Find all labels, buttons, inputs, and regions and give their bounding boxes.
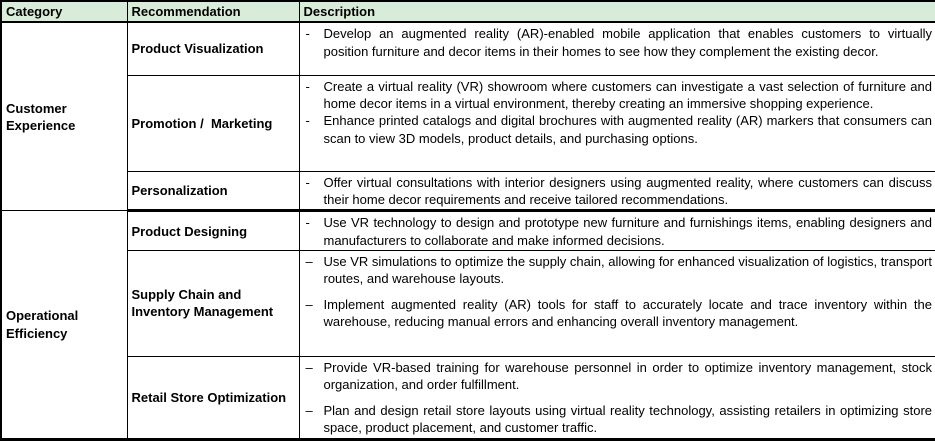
description-cell <box>299 211 935 251</box>
bullet-item <box>304 296 933 331</box>
description-cell <box>299 356 935 439</box>
bullet-item <box>304 78 933 113</box>
recommendation-product-designing: Product Designing <box>127 211 299 251</box>
bullet-item <box>304 112 933 147</box>
table-row <box>1 22 935 75</box>
description-cell <box>299 22 935 75</box>
category-customer-experience: Customer Experience <box>1 22 127 211</box>
description-cell <box>299 250 935 356</box>
bullet-dash: - <box>305 215 310 231</box>
bullet-text: Implement augmented reality (AR) tools for staff to accurately locate and trace inventory within the warehouse, reducing manual errors and enhancing overall inventory management. <box>323 296 932 329</box>
recommendation-promotion-marketing: Promotion / Marketing <box>127 75 299 171</box>
table-row <box>1 211 935 251</box>
bullet-text: Create a virtual reality (VR) showroom where customers can investigate a vast selection of furniture and home decor items in a virtual environment, thereby creating an immersive shopping experience. <box>323 78 932 112</box>
bullet-dash: - <box>305 78 310 94</box>
header-row <box>1 1 935 22</box>
header-description: Description <box>299 1 935 22</box>
bullet-dash: - <box>305 113 310 129</box>
bullet-text: Offer virtual consultations with interior designers using augmented reality, where customers can discuss their home decor requirements and receive tailored recommendations. <box>323 174 932 208</box>
bullet-text: Use VR simulations to optimize the supply chain, allowing for enhanced visualization of logistics, transport routes, and warehouse layouts. <box>323 253 932 287</box>
recommendation-personalization: Personalization <box>127 171 299 211</box>
bullet-item <box>304 402 933 437</box>
bullet-text: Plan and design retail store layouts using virtual reality technology, assisting retailers in optimizing store space, product placement, and customer traffic. <box>323 402 932 435</box>
table-row <box>1 75 935 171</box>
bullet-text: Provide VR-based training for warehouse personnel in order to optimize inventory management, stock organization, and order fulfillment. <box>323 359 932 393</box>
bullet-dash: – <box>305 359 313 375</box>
description-cell <box>299 75 935 171</box>
bullet-dash: – <box>305 253 313 269</box>
table-row <box>1 171 935 211</box>
recommendation-product-visualization: Product Visualization <box>127 22 299 75</box>
table-row <box>1 250 935 356</box>
header-recommendation: Recommendation <box>127 1 299 22</box>
bullet-item <box>304 214 933 249</box>
category-operational-efficiency: Operational Efficiency <box>1 211 127 440</box>
recommendation-supply-chain: Supply Chain and Inventory Management <box>127 250 299 356</box>
bullet-dash: – <box>305 402 313 418</box>
bullet-dash: - <box>305 26 310 42</box>
bullet-text: Use VR technology to design and prototype new furniture and furnishings items, enabling designers and manufacturers to collaborate and make informed decisions. <box>323 215 932 248</box>
bullet-text: Develop an augmented reality (AR)-enabled mobile application that enables customers to virtually position furniture and decor items in their homes to see how they complement the existing decor. <box>323 26 932 59</box>
bullet-item <box>304 174 933 209</box>
table-row <box>1 356 935 439</box>
bullet-item <box>304 359 933 394</box>
header-category: Category <box>1 1 127 22</box>
bullet-dash: – <box>305 296 313 312</box>
bullet-item <box>304 253 933 288</box>
bullet-text: Enhance printed catalogs and digital brochures with augmented reality (AR) markers that consumers can scan to view 3D models, product details, and purchasing options. <box>323 113 932 146</box>
bullet-item <box>304 25 933 60</box>
bullet-dash: - <box>305 174 310 190</box>
recommendation-retail-store-optimization: Retail Store Optimization <box>127 356 299 439</box>
description-cell <box>299 171 935 211</box>
